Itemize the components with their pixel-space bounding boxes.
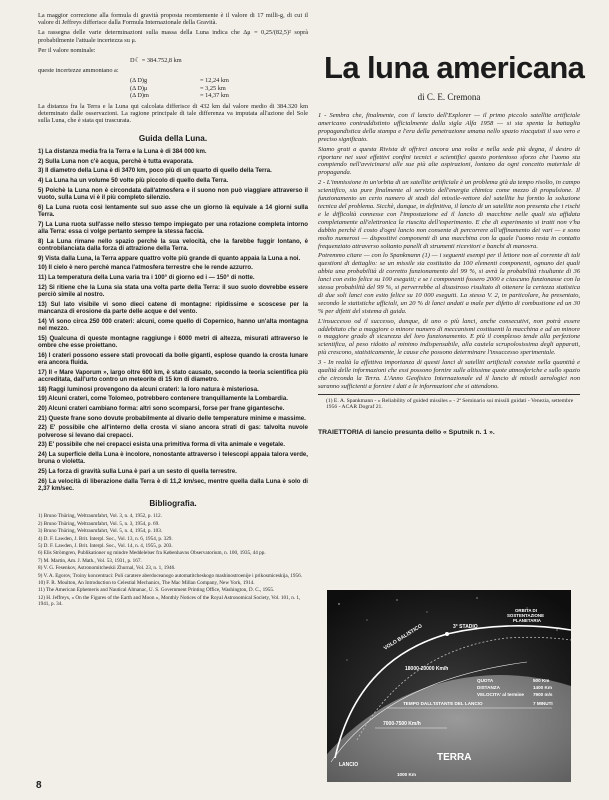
guide-heading: Guida della Luna. bbox=[138, 133, 208, 143]
guide-item: 18) Raggi luminosi provengono da alcuni crateri: la loro natura è misteriosa. bbox=[38, 385, 259, 393]
intro-paragraph: La maggior correzione alla formula di gravità proposta recentemente è il valore di 17 milli-g, di cui il valore di Jeffreys differisce dalla Formula Internazionale della Gravità. bbox=[38, 12, 308, 27]
guide-item: 14) Vi sono circa 250 000 crateri: alcuni, come quello di Copernico, hanno un'alta montagna nel mezzo. bbox=[38, 317, 308, 332]
bibliography-item: 1) Bruno Thüring, Weltraumfahrt, Vol. 3, n. 4, 1952, p. 112. bbox=[38, 513, 162, 520]
uncertainty-label: (Δ D)m bbox=[130, 91, 149, 99]
label-distanza: DISTANZA bbox=[477, 685, 500, 690]
stage3-marker bbox=[445, 632, 449, 636]
bibliography-item: 4) D. F. Lawden, J. Brit. Interpl. Soc., Vol. 13, n. 6, 1954, p. 329. bbox=[38, 535, 173, 542]
intro-paragraph: Per il valore nominale: bbox=[38, 46, 96, 54]
guide-item: 3) Il diametro della Luna è di 3470 km, poco più di un quarto di quello della Terra. bbox=[38, 167, 272, 175]
uncertainty-value: = 12,24 km bbox=[200, 77, 229, 85]
footnote-rule bbox=[318, 394, 580, 395]
guide-item: 2) Sulla Luna non c'è acqua, perchè è tutta evaporata. bbox=[38, 157, 194, 165]
uncertainty-label: (Δ D)μ bbox=[130, 84, 148, 92]
article-paragraph: Siamo grati a questa Rivista di offrirci ancora una volta e nella sede più degna, il destro di riportare nei suoi effettivi confini tecnici e scientifici questo portentoso sforzo che l'uomo sta compiendo nell'avvicinarsi alle sue più alte aspirazioni, lontano da ogni concetto materiale di propaganda. bbox=[318, 145, 580, 177]
label-velocita: VELOCITA' al termine bbox=[477, 692, 524, 697]
bibliography-item: 9) V. A. Egorov, Troiny koncentraci: Poli caratere aberdoceanogo automatitcheskogo mashinostroenije i prikosmiceskija, 1956. bbox=[38, 572, 302, 579]
label-terra: TERRA bbox=[437, 752, 472, 763]
bibliography-item: 10) F. R. Moulton, An Introduction to Celestial Mechanics, The Mac Millan Company, New York, 1914. bbox=[38, 580, 255, 587]
uncertainty-row bbox=[130, 77, 280, 84]
guide-item: 25) La forza di gravità sulla Luna è pari a un sesto di quella terrestre. bbox=[38, 467, 237, 475]
article-paragraph: 3 - In realtà la effettiva importanza di questi lanci di satelliti artificiali consiste nella quantità e qualità delle informazioni che essi possono fornire sulle altissime quote atmosferiche e sullo spazio che circonda la Terra. L'Anno Geofisico Internazionale ed il lancio di missili aerologici non saranno sufficienti a fornire i dati e le informazioni che si attendono. bbox=[318, 359, 580, 390]
uncertainty-label: (Δ D)g bbox=[130, 77, 148, 85]
article-body bbox=[318, 112, 580, 391]
guide-list bbox=[38, 148, 308, 492]
article-byline: di C. E. Cremona bbox=[417, 92, 481, 102]
guide-item: 16) I crateri possono essere stati provocati da bolle giganti, esplose quando la crosta lunare era ancora fluida. bbox=[38, 351, 308, 366]
bibliography-list bbox=[38, 513, 308, 607]
bibliography-item: 11) The American Ephemeris and Nautical Almanac, U. S. Government Printing Office, Washington, D. C., 1955. bbox=[38, 587, 275, 594]
label-volo: VOLO BALISTICO bbox=[382, 623, 424, 652]
guide-item: 11) La temperatura della Luna varia tra i 100° di giorno ed i — 150° di notte. bbox=[38, 273, 255, 281]
label-tempo: TEMPO DALL'ISTANTE DEL LANCIO bbox=[403, 701, 483, 706]
guide-item: 1) La distanza media fra la Terra e la Luna è di 384 000 km. bbox=[38, 147, 207, 155]
guide-item: 22) E' possibile che all'interno della crosta vi siano ancora strati di gas: talvolta nuvole polverose si levano dai crepacci. bbox=[38, 424, 308, 439]
article-paragraph: Potremmo citare — con lo Spankmann (1) — i seguenti esempi per il lettore non al corrente di tali questioni di dettaglio: se un missile sia costituito da 100 elementi componenti, ognuno dei quali abbia una probabilità di corretto funzionamento del 99 %, si avrà la probabilità risultante di 36 lanci con esito felice su 100 eseguiti; e se i componenti fossero 2000 e ciascuno funzionasse con la stessa probabilità del 99 %, si perverrebbe al disastroso risultato di ottenere la certezza statistica di due soli lanci con esito felice su 10 000 eseguiti. La stessa V. 2, in particolare, ha presentato, secondo le statistiche ufficiali, un 20 % di lanci andati a male per difetto di combustione ed un 30 % per difetti del sistema di guida. bbox=[318, 252, 580, 315]
label-speed1: 18000-20000 Km/h bbox=[405, 666, 449, 672]
article-paragraph: L'insuccesso od il successo, dunque, di uno o più lanci, anche consecutivi, non potrà essere addebitato che a maggiore o minore numero di meccanismi costituenti la macchina e ad un minore o maggiore grado di sicurezza del loro funzionamento. E più il complesso tende alla perfezione scientifica, al peso ridotto al minimo indispensabile, alla cautela scrupolosissima degli apparati, più crescono, statisticamente, le cause che possono determinare l'insuccesso sperimentale. bbox=[318, 317, 580, 357]
page-number: 8 bbox=[36, 780, 42, 791]
article-paragraph: 2 - L'immissione in un'orbita di un satellite artificiale è un problema già da tempo risolto, in campo scientifico, sia pure finalmente al servizio dell'energia chimica come mezzo di propulsione. Il funzionamento un certo numero di stadi del missile-vettore del satellite ha fornito la soluzione tecnica del problema. Sicchè, dunque, in definitiva, il lancio di un satellite non presenta che i rischi e le difficoltà connesse con l'impostazione ed il lancio di macchine nelle quali sia affidata completamente all'elettronica la riuscita dell'esperimento. E che di esperimento si tratti non v'ha dubbio perchè il costo d'ogni lancio non consente di percorrere all'affinamento dei vari — e sono molto numerosi — dispositivi componenti di una macchina con la quale l'uomo resta in contatto frequenziato attraverso soltanto panelli di strumenti ricevitori e banchi di manovra. bbox=[318, 179, 580, 250]
bibliography-item: 7) M. Martin, Am. J. Math., Vol. 53, 1931, p. 167. bbox=[38, 557, 142, 564]
left-column bbox=[38, 12, 308, 609]
guide-item: 6) La Luna ruota così lentamente sul suo asse che un giorno là equivale a 14 giorni sulla Terra. bbox=[38, 203, 308, 218]
article-title: La luna americana bbox=[324, 50, 585, 85]
bibliography-item: 12) H. Jeffreys, « On the Figures of the Earth and Moon », Monthly Notices of the Royal Astronomical Society, Vol. 101, n. 1, 1941, p. 34. bbox=[38, 594, 301, 608]
bibliography-heading: Bibliografia. bbox=[149, 499, 197, 509]
value-distanza: 1400 Km bbox=[533, 685, 552, 690]
guide-item: 7) La Luna ruota sull'asse nello stesso tempo impiegato per una rotazione completa intorno alla Terra: essa ci volge pertanto sempre la stessa faccia. bbox=[38, 220, 308, 235]
guide-item: 24) La superficie della Luna è incolore, nonostante attraverso i telescopi appaia talora verde, bruna o violetta. bbox=[38, 450, 308, 466]
guide-item: 12) Si ritiene che la Luna sia stata una volta parte della Terra: il suo suolo dovrebbe essere perciò simile al nostro. bbox=[38, 283, 308, 298]
guide-item: 17) Il « Mare Vaporum », largo oltre 600 km, è stato causato, secondo la teoria scientifica più accreditata, dall'urto contro un meteorite di 15 km di diametro. bbox=[38, 368, 308, 383]
bibliography-item: 2) Bruno Thüring, Weltraumfahrt, Vol. 5, n. 3, 1954, p. 69. bbox=[38, 520, 160, 527]
guide-item: 23) E' possibile che nei crepacci esista una primitiva forma di vita animale e vegetale. bbox=[38, 441, 285, 449]
label-orbita: ORBITA DI SOSTENTAZIONE PLANETARIA bbox=[507, 608, 544, 623]
value-quota: 500 Km bbox=[533, 678, 550, 683]
label-speed2: 7000-7500 Km/h bbox=[383, 721, 421, 727]
footnote: (1) E. A. Spankmann - « Reliability of guided missiles » - 2ª Seminario sui missili guidati - Venezia, settembre 1956 - ACAR Dograf 21. bbox=[326, 397, 574, 411]
guide-item: 9) Vista dalla Luna, la Terra appare quattro volte più grande di quanto appaia la Luna a noi. bbox=[38, 254, 301, 262]
bibliography-item: 8) V. G. Fesenkov, Astronomitcheskii Zhurnal, Vol. 23, n. 1, 1946. bbox=[38, 565, 176, 572]
guide-item: 4) La Luna ha un volume 50 volte più piccolo di quello della Terra. bbox=[38, 176, 229, 184]
label-lancio: LANCIO bbox=[339, 762, 359, 768]
guide-item: 15) Qualcuna di queste montagne raggiunge i 6000 metri di altezza, misurati attraverso le ombre che esse proiettano. bbox=[38, 334, 308, 349]
guide-item: 5) Poichè la Luna non è circondata dall'atmosfera e il suono non può viaggiare attraverso il vuoto, sulla Luna vi è il più completo silenzio. bbox=[38, 186, 308, 201]
uncertainty-row bbox=[130, 85, 280, 92]
label-stadio3: 3° STADIO bbox=[453, 624, 478, 630]
bibliography-item: 6) Elis Strömgren, Publikationer og mindre Meddelelser fra Københavns Observatorium, n. 100, 1935, 44 pp. bbox=[38, 550, 266, 557]
guide-item: 21) Queste frane sono dovute probabilmente al divario delle temperature minime e massime. bbox=[38, 414, 306, 422]
label-scale: 1000 Km bbox=[397, 772, 416, 777]
intro-paragraph: La rassegna delle varie determinazioni sulla massa della Luna indica che Δμ = 0,25/(82,5)² soprà probabilmente l'attuale incertezza su μ. bbox=[38, 29, 308, 44]
label-quota: QUOTA bbox=[477, 678, 494, 683]
bibliography-item: 3) Bruno Thüring, Weltraumfahrt, Vol. 5, n. 4, 1954, p. 103. bbox=[38, 528, 163, 535]
bibliography-item: 5) D. F. Lawden, J. Brit. Interpl. Soc., Vol. 14, n. 4, 1955, p. 203. bbox=[38, 543, 173, 550]
guide-item: 26) La velocità di liberazione dalla Terra è di 11,2 km/sec, mentre quella dalla Luna è solo di 2,37 km/sec. bbox=[38, 477, 308, 492]
article-paragraph: 1 - Sembra che, finalmente, con il lancio dell'Explorer — il primo piccolo satellite artificiale americano contraddistinto ufficialmente dalla sigla Alfa 1958 — si sia spenta la battaglia propagandistica della stampa e l'era della penetrazione umana nello spazio riacquisti il suo vero e preciso significato. bbox=[318, 112, 580, 143]
uncertainty-value: = 14,37 km bbox=[200, 91, 229, 99]
formula-main: D☾ = 384.752,8 km bbox=[130, 57, 182, 65]
figure-caption: TRAIETTORIA di lancio presunta dello « Sputnik n. 1 ». bbox=[318, 429, 495, 436]
value-velocita: 7900 m/s bbox=[533, 692, 553, 697]
value-tempo: 7 MINUTI bbox=[533, 701, 553, 706]
guide-item: 20) Alcuni crateri cambiano forma: altri sono scomparsi, forse per frane gigantesche. bbox=[38, 404, 285, 412]
guide-item: 8) La Luna rimane nello spazio perchè la sua velocità, che la farebbe fuggir lontano, è controbilanciata dalla forza di attrazione della Terra. bbox=[38, 237, 308, 252]
uncertainty-value: = 3,25 km bbox=[200, 84, 226, 92]
guide-item: 19) Alcuni crateri, come Tolomeo, potrebbero contenere tranquillamente la Lombardia. bbox=[38, 395, 288, 403]
distance-note: La distanza fra la Terra e la Luna qui calcolata differisce di 432 km dal valore medio di 384.320 km determinato dalle osservazioni. La ragione principale di tale differenza va imputata all'azione del Sole sulla Luna, che è stata qui trascurata. bbox=[38, 103, 308, 125]
guide-item: 13) Sul lato visibile vi sono dieci catene di montagne: ripidissime e scoscese per la mancanza di erosione da parte delle acque e del vento. bbox=[38, 300, 308, 315]
uncertainty-row bbox=[130, 92, 280, 99]
trajectory-diagram bbox=[327, 590, 571, 782]
right-column bbox=[318, 12, 585, 442]
guide-item: 10) Il cielo è nero perchè manca l'atmosfera terrestre che le rende azzurro. bbox=[38, 264, 253, 272]
intro-paragraph: queste incertezze ammontano a: bbox=[38, 67, 119, 75]
